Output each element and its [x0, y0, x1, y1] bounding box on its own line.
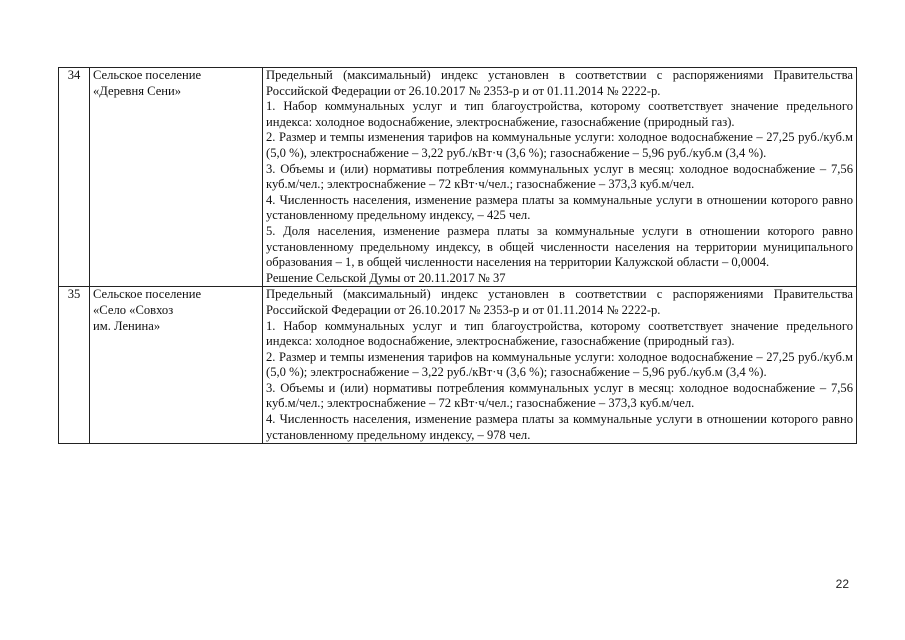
description-paragraph: 4. Численность населения, изменение размера платы за коммунальные услуги в отношении которого равно установленному предельному индексу, – 978 чел.	[266, 412, 853, 442]
municipality-name	[90, 287, 263, 444]
description-paragraph: 4. Численность населения, изменение размера платы за коммунальные услуги в отношении которого равно установленному предельному индексу, – 425 чел.	[266, 192, 853, 223]
municipality-name-line: Сельское поселение	[93, 287, 202, 302]
table-row	[59, 287, 857, 444]
decision-reference: Решение Сельской Думы от 20.11.2017 № 37	[266, 270, 506, 285]
municipal-index-table	[58, 67, 857, 444]
description-paragraph: 2. Размер и темпы изменения тарифов на коммунальные услуги: холодное водоснабжение – 27,25 руб./куб.м (5,0 %); электроснабжение – 3,22 руб./кВт·ч (3,6 %); газоснабжение – 5,96 руб./куб.м (3,4 %).	[266, 349, 853, 380]
description-paragraph: 3. Объемы и (или) нормативы потребления коммунальных услуг в месяц: холодное водоснабжение – 7,56 куб.м/чел.; электроснабжение – 72 кВт·ч/чел.; газоснабжение – 373,3 куб.м/чел.	[266, 380, 853, 411]
description-paragraph: Предельный (максимальный) индекс установлен в соответствии с распоряжениями Правительства Российской Федерации от 26.10.2017 № 2353-р и от 01.11.2014 № 2222-р.	[266, 287, 853, 317]
municipality-name	[90, 68, 263, 287]
row-number: 34	[59, 68, 90, 287]
row-number: 35	[59, 287, 90, 444]
index-description	[263, 68, 857, 287]
index-description	[263, 287, 857, 444]
description-paragraph: 1. Набор коммунальных услуг и тип благоустройства, которому соответствует значение предельного индекса: холодное водоснабжение, электроснабжение, газоснабжение (природный газ).	[266, 99, 853, 129]
municipality-name-line: Сельское поселение	[93, 68, 202, 82]
description-paragraph: Предельный (максимальный) индекс установлен в соответствии с распоряжениями Правительства Российской Федерации от 26.10.2017 № 2353-р и от 01.11.2014 № 2222-р.	[266, 68, 853, 98]
municipality-name-line: им. Ленина»	[93, 318, 161, 333]
municipality-name-line: «Село «Совхоз	[93, 302, 174, 317]
table-row	[59, 68, 857, 287]
description-paragraph: 1. Набор коммунальных услуг и тип благоустройства, которому соответствует значение предельного индекса: холодное водоснабжение, электроснабжение, газоснабжение (природный газ).	[266, 318, 853, 349]
description-paragraph: 3. Объемы и (или) нормативы потребления коммунальных услуг в месяц: холодное водоснабжение – 7,56 куб.м/чел.; электроснабжение – 72 кВт·ч/чел.; газоснабжение – 373,3 куб.м/чел.	[266, 161, 853, 192]
description-paragraph: 2. Размер и темпы изменения тарифов на коммунальные услуги: холодное водоснабжение – 27,25 руб./куб.м (5,0 %), электроснабжение – 3,22 руб./кВт·ч (3,6 %); газоснабжение – 5,96 руб./куб.м (3,4 %).	[266, 130, 853, 160]
page-number: 22	[835, 577, 849, 591]
municipality-name-line: «Деревня Сени»	[93, 83, 182, 98]
description-paragraph: 5. Доля населения, изменение размера платы за коммунальные услуги в отношении которого равно установленному предельному индексу, в общей численности населения на территории муниципального образования – 1, в общей численности населения на территории Калужской области – 0,0004.	[266, 223, 853, 270]
